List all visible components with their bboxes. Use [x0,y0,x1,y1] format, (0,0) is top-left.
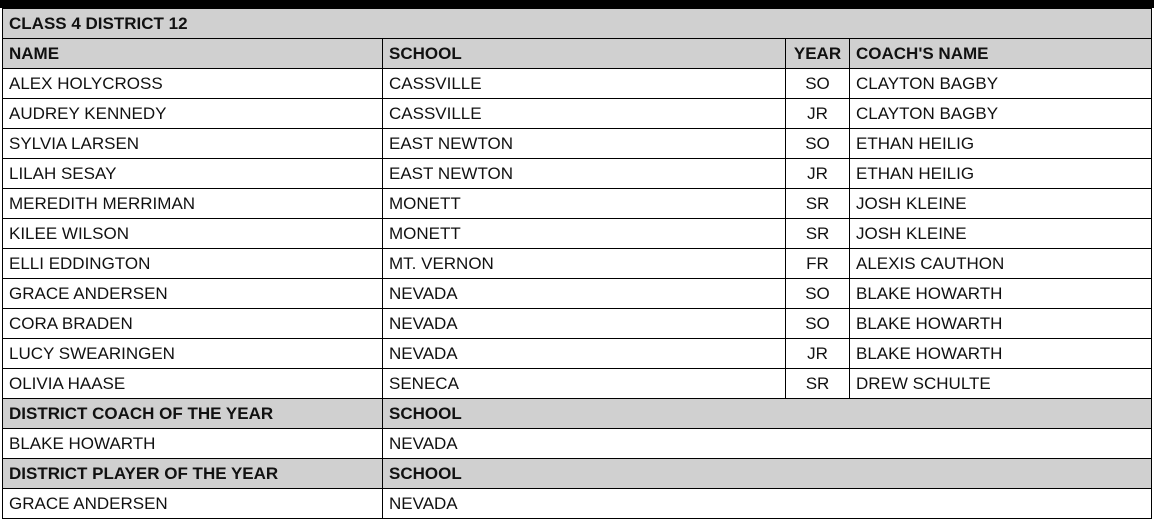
cell-school: NEVADA [383,279,786,309]
cell-coach: JOSH KLEINE [850,219,1152,249]
player-of-year-row [3,489,1152,519]
player-of-year-header: DISTRICT PLAYER OF THE YEAR [3,459,383,489]
table-row [3,309,1152,339]
coach-of-year-header: DISTRICT COACH OF THE YEAR [3,399,383,429]
table-row [3,189,1152,219]
coach-of-year-school-header: SCHOOL [383,399,1152,429]
cell-name: AUDREY KENNEDY [3,99,383,129]
cell-coach: CLAYTON BAGBY [850,69,1152,99]
cell-coach: JOSH KLEINE [850,189,1152,219]
cell-school: EAST NEWTON [383,159,786,189]
coach-of-year-school: NEVADA [383,429,1152,459]
table-row [3,339,1152,369]
player-of-year-school: NEVADA [383,489,1152,519]
table-title: CLASS 4 DISTRICT 12 [3,9,1152,39]
cell-school: MT. VERNON [383,249,786,279]
table-row [3,219,1152,249]
cell-school: CASSVILLE [383,99,786,129]
cell-year: JR [786,159,850,189]
cell-coach: BLAKE HOWARTH [850,309,1152,339]
cell-coach: ETHAN HEILIG [850,129,1152,159]
cell-name: ELLI EDDINGTON [3,249,383,279]
cell-year: SO [786,129,850,159]
column-header-row [3,39,1152,69]
header-school: SCHOOL [383,39,786,69]
cell-coach: DREW SCHULTE [850,369,1152,399]
cell-school: SENECA [383,369,786,399]
cell-name: MEREDITH MERRIMAN [3,189,383,219]
cell-name: KILEE WILSON [3,219,383,249]
cell-coach: CLAYTON BAGBY [850,99,1152,129]
player-of-year-school-header: SCHOOL [383,459,1152,489]
cell-year: FR [786,249,850,279]
table-row [3,279,1152,309]
table-row [3,99,1152,129]
table-row [3,369,1152,399]
top-bar [0,0,1154,8]
cell-year: JR [786,339,850,369]
cell-year: SR [786,219,850,249]
cell-coach: ETHAN HEILIG [850,159,1152,189]
cell-year: SO [786,69,850,99]
cell-school: EAST NEWTON [383,129,786,159]
coach-of-year-row [3,429,1152,459]
cell-school: MONETT [383,189,786,219]
cell-school: MONETT [383,219,786,249]
player-of-year-name: GRACE ANDERSEN [3,489,383,519]
cell-school: NEVADA [383,309,786,339]
table-row [3,159,1152,189]
table-row [3,69,1152,99]
header-name: NAME [3,39,383,69]
table-row [3,129,1152,159]
cell-name: GRACE ANDERSEN [3,279,383,309]
table-title-row [3,9,1152,39]
cell-name: LILAH SESAY [3,159,383,189]
cell-year: SO [786,279,850,309]
all-district-table [2,8,1152,519]
cell-name: SYLVIA LARSEN [3,129,383,159]
player-of-year-header-row [3,459,1152,489]
cell-school: CASSVILLE [383,69,786,99]
table-row [3,249,1152,279]
cell-name: OLIVIA HAASE [3,369,383,399]
cell-coach: ALEXIS CAUTHON [850,249,1152,279]
cell-name: ALEX HOLYCROSS [3,69,383,99]
header-year: YEAR [786,39,850,69]
header-coach: COACH'S NAME [850,39,1152,69]
cell-year: JR [786,99,850,129]
cell-coach: BLAKE HOWARTH [850,279,1152,309]
cell-year: SR [786,369,850,399]
coach-of-year-header-row [3,399,1152,429]
cell-year: SR [786,189,850,219]
cell-name: CORA BRADEN [3,309,383,339]
cell-name: LUCY SWEARINGEN [3,339,383,369]
coach-of-year-name: BLAKE HOWARTH [3,429,383,459]
cell-coach: BLAKE HOWARTH [850,339,1152,369]
cell-year: SO [786,309,850,339]
cell-school: NEVADA [383,339,786,369]
